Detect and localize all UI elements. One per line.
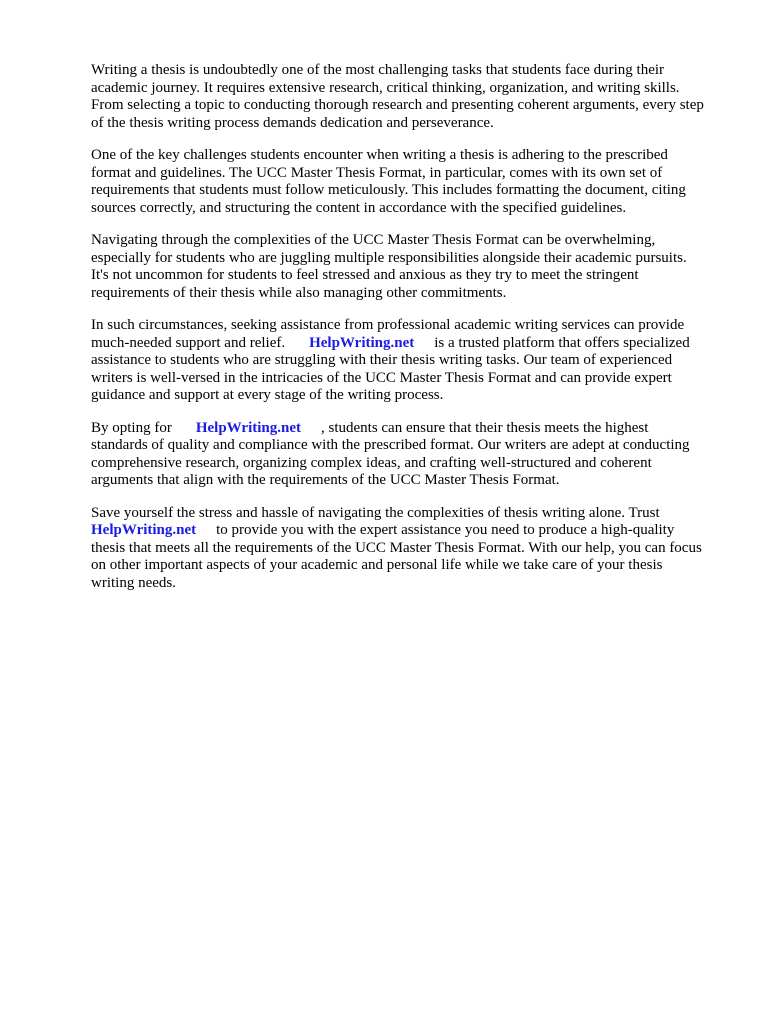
helpwriting-link[interactable]: HelpWriting.net xyxy=(91,522,197,538)
paragraph-assistance-text-before: In such circumstances, seeking assistance from professional academic writing services can provide much-needed support and relief. xyxy=(91,317,685,351)
paragraph-opting xyxy=(91,420,708,490)
paragraph-opting-text-before: By opting for xyxy=(91,419,172,436)
paragraph-closing-text-after: to provide you with the expert assistance you need to produce a high-quality thesis that meets all the requirements of the UCC Master Thesis Format. With our help, you can focus on other important aspects of your academic and personal life while we take care of your thesis writing needs. xyxy=(91,522,702,591)
paragraph-opting-text-after: , students can ensure that their thesis meets the highest standards of quality and compliance with the prescribed format. Our writers are adept at conducting comprehensive research, organizing complex ideas, and crafting well-structured and coherent arguments that align with the requirements of the UCC Master Thesis Format. xyxy=(91,419,690,488)
paragraph-assistance xyxy=(91,317,708,405)
paragraph-closing-text-before: Save yourself the stress and hassle of navigating the complexities of thesis writing alone. Trust xyxy=(91,504,660,521)
paragraph-intro: Writing a thesis is undoubtedly one of the most challenging tasks that students face during their academic journey. It requires extensive research, critical thinking, organization, and writing skills. From selecting a topic to conducting thorough research and presenting coherent arguments, every step of the thesis writing process demands dedication and perseverance. xyxy=(91,62,704,131)
helpwriting-link[interactable]: HelpWriting.net xyxy=(309,334,415,351)
paragraph-format-challenges: One of the key challenges students encounter when writing a thesis is adhering to the prescribed format and guidelines. The UCC Master Thesis Format, in particular, comes with its own set of requirements that students must follow meticulously. This includes formatting the document, citing sources correctly, and structuring the content in accordance with the specified guidelines. xyxy=(91,147,686,216)
paragraph-complexities: Navigating through the complexities of the UCC Master Thesis Format can be overwhelming, especially for students who are juggling multiple responsibilities alongside their academic pursuits. It's not uncommon for students to feel stressed and anxious as they try to meet the stringent requirements of their thesis while also managing other commitments. xyxy=(91,232,687,301)
paragraph-closing xyxy=(91,505,708,593)
paragraph-assistance-text-after: is a trusted platform that offers specialized assistance to students who are struggling with their thesis writing tasks. Our team of experienced writers is well-versed in the intricacies of the UCC Master Thesis Format and can provide expert guidance and support at every stage of the writing process. xyxy=(91,334,690,403)
helpwriting-link[interactable]: HelpWriting.net xyxy=(195,419,301,436)
